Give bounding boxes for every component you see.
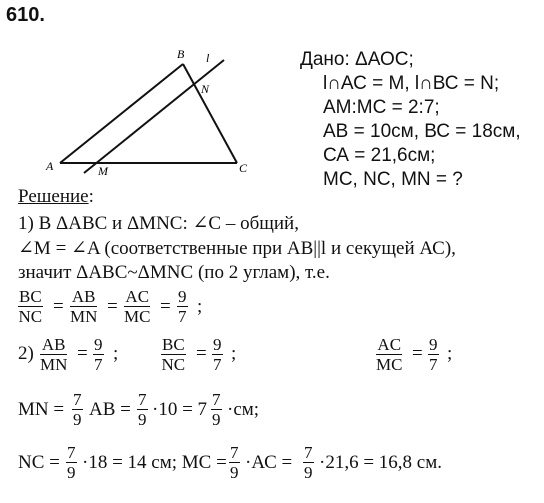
mn-text-3: ·см; [227,399,260,420]
given-line-3: АМ:МС = 2:7; [323,97,440,118]
side-ab [60,64,183,163]
mn-fraction-1: $\frac{7}{9}$ [73,390,82,429]
nc-text-2: ·АС = [245,452,293,473]
ratio-equals-3: = [160,296,171,317]
step2-a-semicolon: ; [113,343,119,364]
side-bc [183,64,237,163]
nc-lhs: NC = [18,452,60,473]
step1-line-1: 1) В ΔАВС и ΔMNC: ∠С – общий, [18,213,299,234]
label-l: l [206,51,210,65]
step1-line-2: ∠M = ∠A (соответственные при AB||l и секущей АС), [18,238,456,259]
given-line-6: МС, NC, MN = ? [323,169,463,190]
solution-heading-row [18,186,94,208]
label-n: N [201,82,210,96]
problem-number: 610. [6,4,45,26]
given-line-1: Дано: ΔАОС; [300,49,414,70]
ratio-fraction-1: $\frac{BC}{NC}$ [18,287,43,326]
mn-fraction-2: $\frac{7}{9}$ [138,390,147,429]
step2-b-value: $\frac{9}{7}$ [213,335,222,374]
label-b: B [177,47,185,61]
label-a: A [46,159,54,173]
nc-fraction-3: $\frac{7}{9}$ [304,443,313,482]
label-m: M [98,164,108,178]
solution-colon: : [88,186,94,207]
given-line-5: СА = 21,6см; [323,145,436,166]
mn-text-1: AB = [89,399,131,420]
ratio-equals-2: = [107,296,118,317]
mn-lhs: MN = [18,399,65,420]
nc-text-1: ·18 = 14 см; МС = [82,452,227,473]
ratio-semicolon: ; [197,296,203,317]
ratio-equals-1: = [53,296,64,317]
nc-text-3: ·21,6 = 16,8 см. [319,452,442,473]
step2-a-value: $\frac{9}{7}$ [94,335,103,374]
mn-fraction-3: $\frac{7}{9}$ [212,390,221,429]
step2-c-value: $\frac{9}{7}$ [429,335,438,374]
step2-c-semicolon: ; [447,343,453,364]
given-line-2: l∩АС = М, l∩ВС = N; [323,73,500,94]
step2-b-semicolon: ; [231,343,237,364]
ratio-fraction-3: $\frac{AC}{MC}$ [124,287,151,326]
nc-fraction-2: $\frac{7}{9}$ [230,443,239,482]
step2-b-fraction: $\frac{BC}{NC}$ [161,335,186,374]
triangle-figure [40,44,270,184]
step2-label: 2) [18,343,34,364]
given-line-4: АВ = 10см, ВС = 18см, [323,121,521,142]
step2-c-fraction: $\frac{AC}{MC}$ [376,335,403,374]
step1-line-3: значит ΔАВС~ΔMNC (по 2 углам), т.е. [18,262,330,283]
step2-a-fraction: $\frac{AB}{MN}$ [40,335,68,374]
solution-heading: Решение [18,186,89,207]
ratio-fraction-2: $\frac{AB}{MN}$ [70,287,98,326]
ratio-fraction-4: $\frac{9}{7}$ [178,287,187,326]
nc-fraction-1: $\frac{7}{9}$ [67,443,76,482]
line-l [84,60,224,173]
label-c: C [239,161,248,175]
step2-c-equals: = [412,343,423,364]
mn-text-2: ·10 = 7 [152,399,208,420]
step2-a-equals: = [77,343,88,364]
step2-b-equals: = [196,343,207,364]
